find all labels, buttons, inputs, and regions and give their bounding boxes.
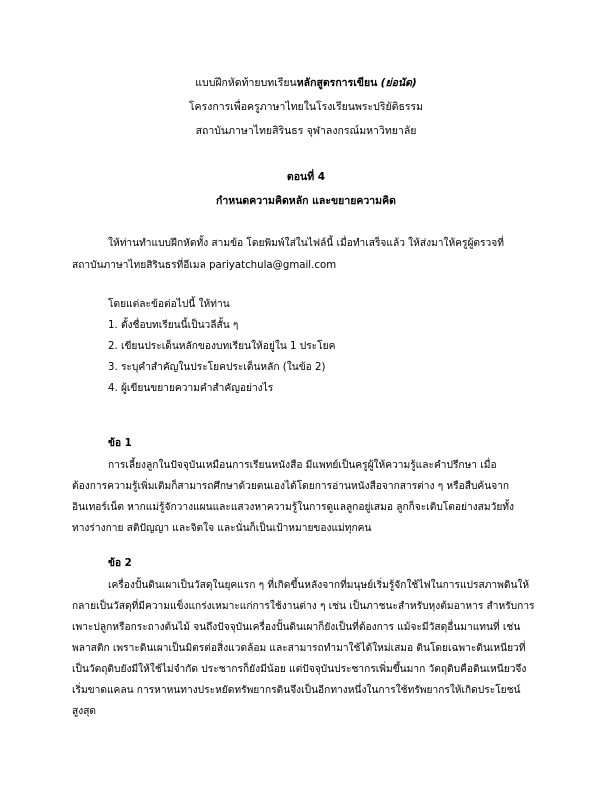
project-name: โครงการเพื่อครูภาษาไทยในโรงเรียนพระปริยัติธรรม xyxy=(188,101,424,113)
steps-intro: โดยแต่ละข้อต่อไปนี้ ให้ท่าน xyxy=(108,299,230,310)
course-title-prefix: แบบฝึกหัดท้ายบทเรียน xyxy=(195,77,297,89)
exercise-2-label: ข้อ 2 xyxy=(108,558,132,569)
exercise-1-line: การเลี้ยงลูกในปัจจุบันเหมือนการเรียนหนังสือ มีแพทย์เป็นครูผู้ให้ความรู้และคำปรึกษา เมื่อ xyxy=(108,460,497,471)
instructions-line-1: ให้ท่านทำแบบฝึกหัดทั้ง สามข้อ โดยพิมพ์ใส่ในไฟล์นี้ เมื่อทำเสร็จแล้ว ให้ส่งมาให้ครูผู้ตรวจที่ xyxy=(108,238,504,249)
exercise-1-label: ข้อ 1 xyxy=(108,438,132,449)
course-title-italic: (ย่อนัด) xyxy=(380,77,417,89)
exercise-2-line: กลายเป็นวัสดุที่มีความแข็งแกร่งเหมาะแก่การใช้งานต่าง ๆ เช่น เป็นภาชนะสำหรับหุงต้มอาหาร สำหรับการ xyxy=(72,601,535,612)
step-item: 3. ระบุคำสำคัญในประโยคประเด็นหลัก (ในข้อ 2) xyxy=(108,362,326,373)
exercise-2-line: พลาสติก เพราะดินเผาเป็นมิตรต่อสิ่งแวดล้อม และสามารถทำมาใช้ได้ใหม่เสมอ ดินโดยเฉพาะดินเหนียวที่ xyxy=(72,643,526,654)
exercise-2-line: สูงสุด xyxy=(72,706,97,717)
course-title xyxy=(0,74,612,91)
instructions-line-2 xyxy=(72,257,336,273)
course-title-bold: หลักสูตรการเขียน xyxy=(296,77,378,89)
exercise-1-line: ต้องการความรู้เพิ่มเติมก็สามารถศึกษาด้วยตนเองได้โดยการอ่านหนังสือจากสารต่าง ๆ หรือสืบค้นจาก xyxy=(72,481,510,492)
step-item: 4. ผู้เขียนขยายความคำสำคัญอย่างไร xyxy=(108,383,274,394)
step-item: 2. เขียนประเด็นหลักของบทเรียนให้อยู่ใน 1 ประโยค xyxy=(108,341,336,352)
exercise-2-line: เริ่มขาดแคลน การหาหนทางประหยัดทรัพยากรดินจึงเป็นอีกทางหนึ่งในการใช้ทรัพยากรให้เกิดประโยชน์ xyxy=(72,685,521,696)
exercise-2-line: เป็นวัตถุดิบยังมีให้ใช้ไม่จำกัด ประชากรก็ยังมีน้อย แต่ปัจจุบันประชากรเพิ่มขึ้นมาก วัตถุดิบคือดินเหนียวจึง xyxy=(72,664,527,675)
exercise-1-line: อินเทอร์เน็ต หากแม่รู้จักวางแผนและแสวงหาความรู้ในการดูแลลูกอยู่เสมอ ลูกก็จะเติบโตอย่างสมวัยทั้ง xyxy=(72,502,514,513)
instructions-line-2-text: สถาบันภาษาไทยสิรินธรที่อีเมล xyxy=(72,260,210,271)
email-address[interactable]: pariyatchula@gmail.com xyxy=(209,260,337,271)
step-item: 1. ตั้งชื่อบทเรียนนี้เป็นวลีสั้น ๆ xyxy=(108,320,239,331)
exercise-2-line: เครื่องปั้นดินเผาเป็นวัสดุในยุคแรก ๆ ที่เกิดขึ้นหลังจากที่มนุษย์เริ่มรู้จักใช้ไฟในการแปรสภาพดินให้ xyxy=(108,580,530,591)
section-number: ตอนที่ 4 xyxy=(286,171,326,183)
exercise-1-line: ทางร่างกาย สติปัญญา และจิตใจ และนั่นก็เป็นเป้าหมายของแม่ทุกคน xyxy=(72,523,372,534)
section-title: กำหนดความคิดหลัก และขยายความคิด xyxy=(216,195,396,207)
institute-name: สถาบันภาษาไทยสิรินธร จุฬาลงกรณ์มหาวิทยาลัย xyxy=(195,125,417,137)
exercise-2-line: เพาะปลูกหรือกระถางต้นไม้ จนถึงปัจจุบันเครื่องปั้นดินเผาก็ยังเป็นที่ต้องการ แม้จะมีวัสดุอื่นมาแทนที่ เช่น xyxy=(72,622,521,633)
